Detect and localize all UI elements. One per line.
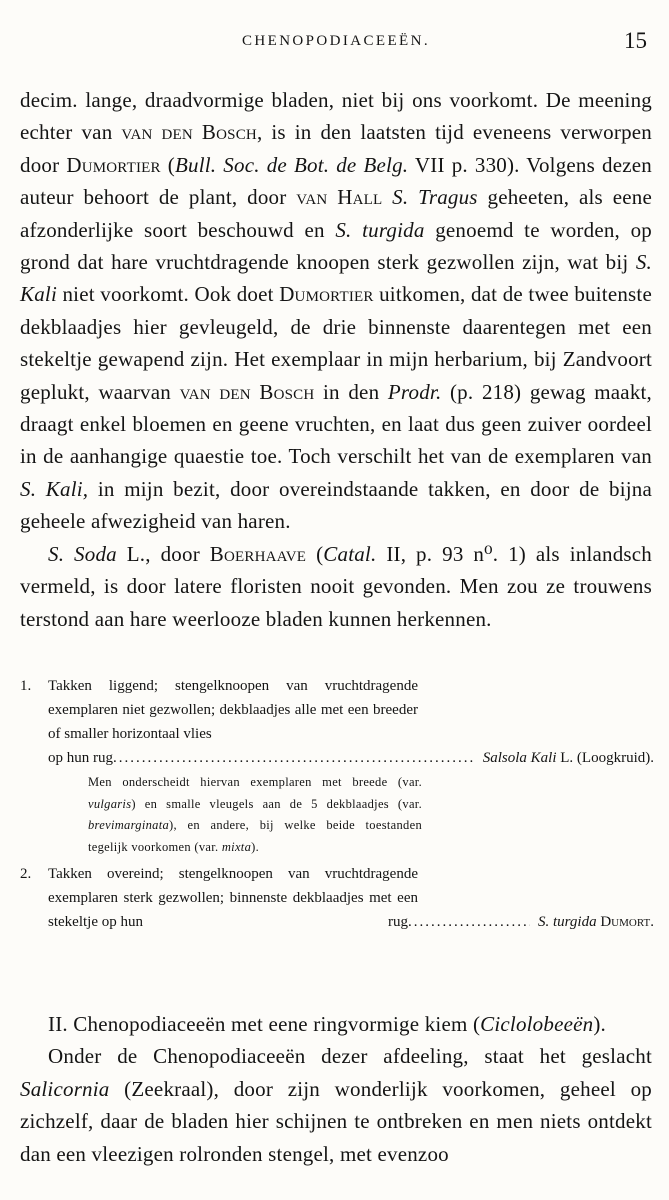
key-last-words: rug (388, 914, 408, 930)
main-text (20, 84, 652, 635)
key-text: Takken overeind; stengelknoopen van vruchtdragende exemplaren sterk gezwollen; binnenste dekblaadjes met een stekeltje op hun (48, 866, 418, 930)
page-header (0, 28, 669, 54)
author-name: Dumortier (66, 152, 161, 177)
key-last-words: op hun rug (48, 750, 113, 766)
species-name: S. Soda (48, 541, 117, 566)
identification-key (20, 674, 654, 934)
leader-dots (113, 746, 475, 770)
species-name: S. Kali (20, 250, 652, 307)
key-note: Men onderscheidt hiervan exemplaren met breede (var. vulgaris) en smalle vleugels aan de 5 dekblaadjes (var. brevimarginata), en andere, bij welke beide toestanden tegelijk voorkomen (var. mixta). (88, 775, 422, 854)
author-name: Dumortier (279, 282, 374, 307)
key-result: Salsola Kali L. (Loogkruid). (482, 750, 654, 766)
author-name: van den Bosch (179, 379, 315, 404)
paragraph-2: S. Soda L., door Boerhaave (Catal. II, p. 93 n⁰. 1) als inlandsch vermeld, is door latere floristen nooit gevonden. Men zou ze trouwens terstond aan hare weerlooze bladen kunnen herkennen. (20, 541, 652, 631)
key-number: 2. (20, 866, 32, 882)
section-paragraph: Onder de Chenopodiaceeën dezer afdeeling, staat het geslacht Salicornia (Zeekraal), door zijn wonderlijk voorkomen, geheel op zichzelf, daar de bladen hier schijnen te ontbreken en men niets ontdekt dan een vleezigen rolronden stengel, met evenzoo (20, 1044, 652, 1166)
author-name: van den Bosch (121, 120, 257, 145)
paragraph-1: decim. lange, draadvormige bladen, niet bij ons voorkomt. De meening echter van van den Bosch, is in den laatsten tijd eveneens verworpen door Dumortier (Bull. Soc. de Bot. de Belg. VII p. 330). Volgens dezen auteur behoort de plant, door van Hall S. Tragus geheeten, als eene afzonderlijke soort beschouwd en S. turgida genoemd te worden, op grond dat hare vruchtdragende knoopen sterk gezwollen zijn, wat bij S. Kali niet voorkomt. Ook doet Dumortier uitkomen, dat de twee buitenste dekblaadjes hier gevleugeld, de drie binnenste daarentegen met een stekeltje gewapend zijn. Het exemplaar in mijn herbarium, bij Zandvoort geplukt, waarvan van den Bosch in den Prodr. (p. 218) gewag maakt, draagt enkel bloemen en geene vruchten, en laat dus geen zuiver oordeel in de aanhangige quaestie toe. Toch verschilt het van de exemplaren van S. Kali, in mijn bezit, door overeindstaande takken, en door de bijna geheele afwezigheid van haren. (20, 88, 653, 534)
key-item-1 (20, 674, 654, 858)
author-name: Boerhaave (209, 541, 307, 566)
key-result: S. turgida Dumort. (537, 914, 654, 930)
genus-name: Salicornia (20, 1076, 110, 1101)
species-name: S. turgida (335, 217, 425, 242)
key-text: Takken liggend; stengelknoopen van vruchtdragende exemplaren niet gezwollen; dekblaadjes alle met een breeder of smaller horizontaal vlies (48, 678, 418, 742)
key-item-2 (20, 862, 654, 934)
reference: Catal. (323, 541, 377, 566)
section-heading: II. Chenopodiaceeën met eene ringvormige kiem (Ciclolobeeën). (48, 1012, 607, 1036)
species-name: S. Tragus (392, 185, 478, 210)
species-name: S. Kali, (20, 476, 89, 501)
reference: Prodr. (387, 379, 442, 404)
running-title: CHENOPODIACEEËN. (242, 33, 430, 49)
leader-dots (408, 910, 530, 934)
section-ii (20, 1008, 652, 1170)
key-number: 1. (20, 678, 32, 694)
author-name: van Hall (296, 185, 383, 210)
reference: Bull. Soc. de Bot. de Belg. (175, 152, 409, 177)
page-number: 15 (624, 28, 647, 53)
